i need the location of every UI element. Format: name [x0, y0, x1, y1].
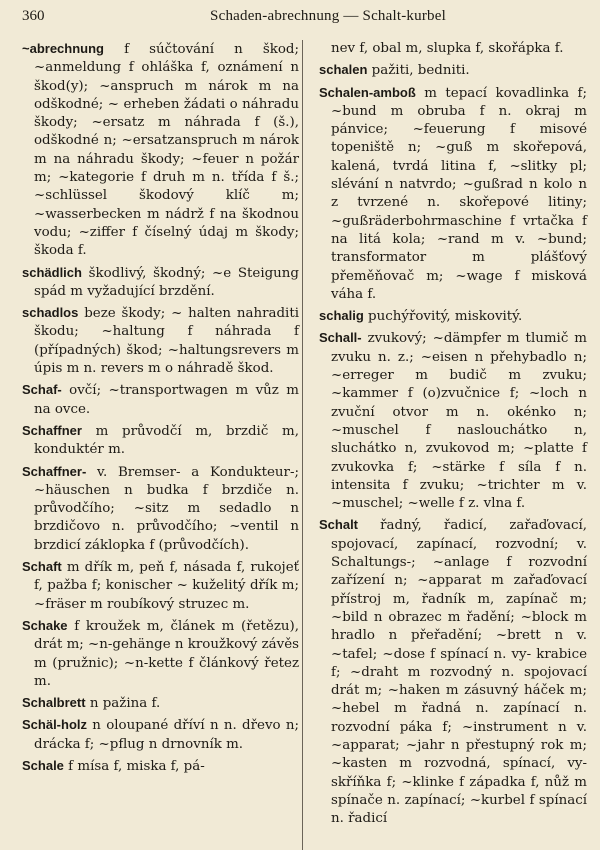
entry-headword: Schalbrett: [22, 695, 86, 711]
entry-headword: Schaf-: [22, 382, 62, 398]
entry-text: f kroužek m, článek m (řetězu), drát m; ~n-gehänge n kroužkový závěs m (pružnic); ~n-kette f článkový řetez m.: [34, 618, 300, 689]
page-number: 360: [22, 8, 45, 24]
left-column: [22, 40, 299, 829]
dictionary-entry: [22, 304, 299, 378]
entry-headword: schalig: [319, 308, 364, 324]
entry-headword: Schaft: [22, 559, 62, 575]
dictionary-entry: [22, 716, 299, 754]
entry-headword: ~abrechnung: [22, 41, 104, 56]
entry-text: m průvodčí m, brzdič m, konduktér m.: [34, 423, 299, 458]
entry-text: m dřík m, peň f, násada f, rukojeť f, pažba f; konischer ~ kuželitý dřík m; ~fräser m roubíkový struzec m.: [34, 560, 299, 612]
entry-headword: Schale: [22, 757, 64, 773]
text-columns: [22, 40, 588, 829]
dictionary-entry: [319, 61, 587, 80]
dictionary-entry: [22, 422, 299, 460]
column-divider: [302, 40, 303, 850]
entry-text: řadný, řadicí, zařaďovací, spojovací, zapínací, rozvodní; v. Schaltungs-; ~anlage f rozvodní zařízení n; ~apparat m zařaďovací přístroj m, řadník m, zapínač m; ~bild n obrazec m řadění; ~block m hradlo n přeřadění; ~brett n v. ~tafel; ~dose f spínací n. vy- krabice f; ~draht m rozvodný n. spojovací drát m; ~haken m zásuvný háček m; ~hebel m řadná n. zapínací n. rozvodní páka f; ~instrument n v. ~apparat; ~jahr n přestupný rok m; ~kasten m rozvodná, spínací, vy- skříňka f; ~klinke f západka f, nůž m spínače n. zapínací; ~kurbel f spínací n. řadicí: [331, 518, 587, 827]
dictionary-entry: [319, 307, 587, 326]
dictionary-entry: [22, 757, 299, 776]
entry-headword: Schalt: [319, 517, 359, 533]
dictionary-entry: [22, 40, 299, 261]
entry-text: puchýřovitý, miskovitý.: [363, 309, 523, 325]
entry-text: f súčtování n škod; ~anmeldung f ohláška f, oznámení n škod(y); ~anspruch m nárok m na odškodné; ~ erheben žádati o náhradu škody; ~ersatz m náhrada f (š.), odškodné n; ~ersatzanspruch m nárok m na náhradu škody; ~feuer n požár m; ~kategorie f druh m n. třída f š.; ~schlüssel škodový klíč m; ~wasserbecken m nádrž f na škodnou vodu; ~ziffer f číselný údaj m škody; škoda f.: [34, 42, 299, 259]
entry-headword: schadlos: [22, 305, 79, 321]
entry-text: pažiti, bedniti.: [367, 63, 470, 79]
entry-text: beze škody; ~ halten nahraditi škodu; ~haltung f náhrada f (případných) škod; ~haltungsrevers m úpis m n. revers m o náhradě škod.: [34, 306, 299, 377]
entry-headword: Schalen-amboß: [319, 84, 416, 100]
entry-headword: Schall-: [319, 330, 362, 346]
entry-headword: schädlich: [22, 264, 82, 280]
entry-headword: Schäl-holz: [22, 717, 88, 733]
dictionary-entry: [319, 329, 587, 513]
dictionary-entry: [319, 516, 587, 828]
dictionary-entry: [22, 463, 299, 555]
dictionary-entry: [22, 558, 299, 614]
entry-text: v. Bremser- a Kondukteur-; ~häuschen n budka f brzdiče n. průvodčího; ~sitz m sedadlo n brzdičovo n. průvodčího; ~ventil n brzdicí záklopka f (průvodčích).: [34, 464, 299, 553]
page-header: [22, 8, 588, 30]
entry-text: m tepací kovadlinka f; ~bund m obruba f n. okraj m pánvice; ~feuerung f misové topeniště n; ~guß m skořepová, kalená, tvrdá litina f, ~slitky pl; slévání n natvrdo; ~gußrad n kolo n z tvrzené n. skořepové litiny; ~gußräderbohrmaschine f vrtačka f na litá kola; ~rand m v. ~bund; transformator m plášťový přeměňovač m; ~wage f misková váha f.: [331, 85, 587, 302]
entry-headword: Schaffner-: [22, 463, 87, 479]
entry-text: nev f, obal m, slupka f, skořápka f.: [331, 41, 564, 56]
entry-text: f mísa f, miska f, pá-: [63, 758, 205, 774]
dictionary-entry: [22, 694, 299, 713]
entry-text: n oloupané dříví n n. dřevo n; drácka f; ~pflug n drnovník m.: [34, 718, 299, 752]
entry-headword: Schaffner: [22, 422, 82, 438]
running-head: Schaden-abrechnung — Schalt-kurbel: [210, 8, 446, 24]
dictionary-entry: [319, 84, 587, 305]
dictionary-entry: [319, 40, 587, 58]
entry-text: zvukový; ~dämpfer m tlumič m zvuku n. z.; ~eisen n přehybadlo n; ~erreger m budič m zvuku; ~kammer f (o)zvučnice f; ~loch n zvuční otvor m n. okénko n; ~muschel f naslouchátko n, sluchátko n, zvukovod m; ~platte f zvukovka f; ~stärke f síla f n. intensita f zvuku; ~trichter m v. ~muschel; ~welle f z. vlna f.: [331, 331, 587, 512]
entry-text: ovčí; ~transportwagen m vůz m na ovce.: [34, 383, 299, 417]
dictionary-entry: [22, 381, 299, 419]
entry-text: n pažina f.: [85, 696, 161, 712]
dictionary-entry: [22, 617, 299, 691]
dictionary-entry: [22, 264, 299, 302]
entry-text: škodlivý, škodný; ~e Steigung spád m vyžadující brzdění.: [34, 265, 299, 299]
entry-headword: Schake: [22, 617, 68, 633]
right-column: [319, 40, 587, 829]
entry-headword: schalen: [319, 62, 368, 78]
